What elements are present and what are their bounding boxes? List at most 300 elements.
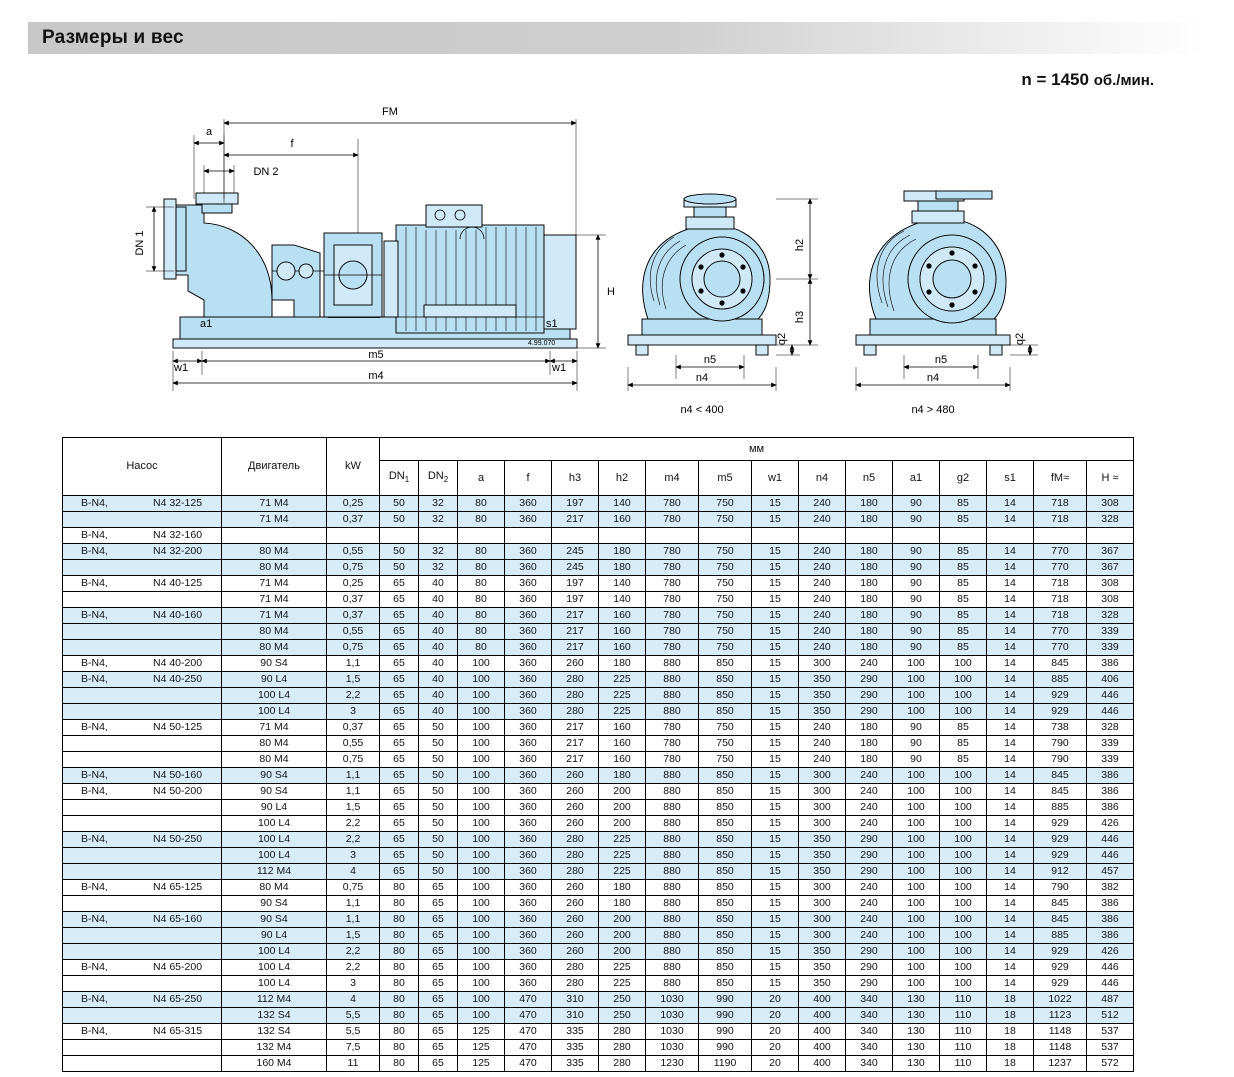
cell-h: 328	[1087, 720, 1134, 736]
cell-h3: 217	[552, 640, 599, 656]
cell-s1: 18	[987, 992, 1034, 1008]
table-row	[63, 752, 1134, 768]
cell-a: 100	[458, 976, 505, 992]
dim-m4: m4	[368, 370, 384, 382]
cell-dn1: 80	[380, 928, 419, 944]
cell-g2: 100	[940, 800, 987, 816]
cell-f: 470	[505, 1024, 552, 1040]
cell-n4: 300	[799, 768, 846, 784]
cell-f: 360	[505, 960, 552, 976]
cell-w1: 15	[752, 608, 799, 624]
cell-n4: 300	[799, 800, 846, 816]
cell-a: 125	[458, 1056, 505, 1072]
cell-motor: 100 L4	[222, 816, 327, 832]
cell-dn1: 80	[380, 960, 419, 976]
cell-s1: 18	[987, 1040, 1034, 1056]
dim-n4-mid: n4	[695, 372, 709, 384]
cell-f: 360	[505, 576, 552, 592]
cell-h2: 225	[599, 672, 646, 688]
cell-h2: 180	[599, 896, 646, 912]
cell-s1: 14	[987, 560, 1034, 576]
cell-a1: 90	[893, 624, 940, 640]
cell-motor: 132 M4	[222, 1040, 327, 1056]
cell-h2: 200	[599, 928, 646, 944]
cell-a: 100	[458, 736, 505, 752]
cell-pump: B-N4, N4 50-250	[63, 832, 222, 848]
cell-dn2: 50	[419, 816, 458, 832]
cell-motor: 100 L4	[222, 848, 327, 864]
cell-motor: 80 M4	[222, 544, 327, 560]
cell-motor: 71 M4	[222, 720, 327, 736]
col-header-s1: s1	[987, 461, 1034, 496]
cell-m4: 880	[646, 688, 699, 704]
cell-f: 360	[505, 592, 552, 608]
cell-s1: 14	[987, 656, 1034, 672]
cell-dn1: 65	[380, 816, 419, 832]
cell-m5: 750	[699, 608, 752, 624]
cell-g2: 100	[940, 960, 987, 976]
cell-h: 339	[1087, 624, 1134, 640]
cell-s1: 14	[987, 832, 1034, 848]
cell-a1: 90	[893, 560, 940, 576]
cell-motor: 100 L4	[222, 960, 327, 976]
cell-w1: 20	[752, 1056, 799, 1072]
cell-n5: 180	[846, 608, 893, 624]
cell-dn2: 50	[419, 720, 458, 736]
cell-a: 100	[458, 704, 505, 720]
cell-n5: 290	[846, 848, 893, 864]
cell-w1: 15	[752, 896, 799, 912]
col-header-m5: m5	[699, 461, 752, 496]
cell-fm: 929	[1034, 832, 1087, 848]
cell-m5: 750	[699, 640, 752, 656]
cell-m5: 990	[699, 992, 752, 1008]
cell-n4: 300	[799, 880, 846, 896]
cell-h2: 160	[599, 720, 646, 736]
table-row	[63, 992, 1134, 1008]
cell-g2: 100	[940, 928, 987, 944]
cell-w1: 15	[752, 928, 799, 944]
cell-h: 406	[1087, 672, 1134, 688]
cell-g2: 85	[940, 624, 987, 640]
cell-h2: 180	[599, 880, 646, 896]
cell-fm: 770	[1034, 560, 1087, 576]
cell-a: 100	[458, 816, 505, 832]
cell-h2: 200	[599, 784, 646, 800]
cell-pump	[63, 816, 222, 832]
cell-w1: 15	[752, 816, 799, 832]
cell-h: 308	[1087, 576, 1134, 592]
cell-s1: 14	[987, 960, 1034, 976]
cell-g2: 110	[940, 1008, 987, 1024]
cell-dn2: 40	[419, 672, 458, 688]
cell-h: 339	[1087, 752, 1134, 768]
cell-m4: 1030	[646, 1024, 699, 1040]
cell-fm: 770	[1034, 640, 1087, 656]
cell-m4: 880	[646, 800, 699, 816]
cell-pump: B-N4, N4 40-200	[63, 656, 222, 672]
cell-n5: 240	[846, 816, 893, 832]
cell-s1: 18	[987, 1008, 1034, 1024]
cell-h: 446	[1087, 960, 1134, 976]
cell-a: 100	[458, 752, 505, 768]
cell-motor: 90 S4	[222, 656, 327, 672]
cell-n5: 180	[846, 592, 893, 608]
cell-h2: 280	[599, 1040, 646, 1056]
cell-dn1: 50	[380, 544, 419, 560]
table-row	[63, 832, 1134, 848]
cell-fm: 738	[1034, 720, 1087, 736]
table-row	[63, 880, 1134, 896]
cell-f: 470	[505, 1056, 552, 1072]
cell-h2: 180	[599, 656, 646, 672]
cell-motor	[222, 528, 327, 544]
cell-h2: 180	[599, 768, 646, 784]
cell-fm: 929	[1034, 848, 1087, 864]
cell-fm: 1148	[1034, 1024, 1087, 1040]
table-row	[63, 496, 1134, 512]
cell-m4: 880	[646, 880, 699, 896]
cell-n4: 240	[799, 560, 846, 576]
cell-dn1: 65	[380, 576, 419, 592]
cell-a1: 90	[893, 576, 940, 592]
cell-a	[458, 528, 505, 544]
cell-pump: B-N4, N4 50-125	[63, 720, 222, 736]
col-header-f: f	[505, 461, 552, 496]
cell-m5: 850	[699, 832, 752, 848]
cell-h2: 225	[599, 688, 646, 704]
cell-kw: 1,1	[327, 656, 380, 672]
cell-f: 360	[505, 496, 552, 512]
cell-w1: 20	[752, 1008, 799, 1024]
cell-fm: 929	[1034, 976, 1087, 992]
cell-g2: 100	[940, 848, 987, 864]
speed-units: об./мин.	[1093, 72, 1154, 89]
cell-dn2: 32	[419, 496, 458, 512]
cell-motor: 100 L4	[222, 832, 327, 848]
cell-fm: 718	[1034, 608, 1087, 624]
cell-motor: 90 S4	[222, 896, 327, 912]
cell-dn2: 40	[419, 608, 458, 624]
cell-n4: 240	[799, 752, 846, 768]
cell-pump	[63, 688, 222, 704]
cell-kw: 0,75	[327, 640, 380, 656]
cell-w1: 15	[752, 624, 799, 640]
cell-dn2: 40	[419, 704, 458, 720]
cell-fm: 1237	[1034, 1056, 1087, 1072]
table-row	[63, 720, 1134, 736]
cell-n5: 290	[846, 960, 893, 976]
cell-n4: 400	[799, 1056, 846, 1072]
cell-pump: B-N4, N4 50-160	[63, 768, 222, 784]
cell-dn2: 50	[419, 768, 458, 784]
cell-h2: 200	[599, 800, 646, 816]
cell-pump: B-N4, N4 40-125	[63, 576, 222, 592]
cell-m4: 780	[646, 592, 699, 608]
cell-dn1: 65	[380, 704, 419, 720]
table-row	[63, 592, 1134, 608]
cell-motor: 100 L4	[222, 976, 327, 992]
cell-s1: 14	[987, 784, 1034, 800]
cell-g2: 100	[940, 688, 987, 704]
cell-w1	[752, 528, 799, 544]
cell-motor: 112 M4	[222, 864, 327, 880]
cell-a: 100	[458, 960, 505, 976]
cell-g2: 85	[940, 496, 987, 512]
dimensions-table-wrap	[62, 437, 1190, 1072]
cell-motor: 112 M4	[222, 992, 327, 1008]
cell-dn1: 80	[380, 1040, 419, 1056]
col-header-dn1: $DN_1$	[380, 461, 419, 496]
cell-f: 360	[505, 816, 552, 832]
cell-a: 80	[458, 592, 505, 608]
cell-f: 470	[505, 1040, 552, 1056]
cell-dn1: 80	[380, 1024, 419, 1040]
cell-h: 487	[1087, 992, 1134, 1008]
cell-fm: 912	[1034, 864, 1087, 880]
cell-h3: 260	[552, 912, 599, 928]
table-row	[63, 976, 1134, 992]
cell-g2: 85	[940, 752, 987, 768]
table-row	[63, 1040, 1134, 1056]
cell-n4: 350	[799, 688, 846, 704]
cell-dn1	[380, 528, 419, 544]
cell-m4: 1230	[646, 1056, 699, 1072]
cell-kw: 2,2	[327, 816, 380, 832]
cell-w1: 20	[752, 992, 799, 1008]
cell-kw: 0,75	[327, 880, 380, 896]
cell-f: 360	[505, 608, 552, 624]
cell-a1: 100	[893, 912, 940, 928]
cell-m5: 750	[699, 576, 752, 592]
cell-dn1: 65	[380, 656, 419, 672]
cell-g2: 100	[940, 896, 987, 912]
cell-pump: B-N4, N4 65-250	[63, 992, 222, 1008]
cell-n5: 240	[846, 768, 893, 784]
cell-a1: 90	[893, 720, 940, 736]
cell-h: 572	[1087, 1056, 1134, 1072]
cell-a1: 90	[893, 752, 940, 768]
cell-dn1: 65	[380, 784, 419, 800]
cell-m4: 880	[646, 912, 699, 928]
cell-n4: 240	[799, 576, 846, 592]
cell-h: 328	[1087, 512, 1134, 528]
cell-f: 360	[505, 800, 552, 816]
table-row	[63, 896, 1134, 912]
cell-n5: 180	[846, 576, 893, 592]
cell-n4: 240	[799, 544, 846, 560]
cell-dn1: 65	[380, 832, 419, 848]
cell-g2: 85	[940, 560, 987, 576]
cell-fm: 770	[1034, 544, 1087, 560]
dim-dn2: DN 2	[253, 166, 279, 178]
dim-w1-right: w1	[552, 362, 567, 374]
technical-drawing	[28, 95, 1206, 425]
cell-n4: 350	[799, 976, 846, 992]
cell-h3: 335	[552, 1040, 599, 1056]
cell-kw: 1,1	[327, 896, 380, 912]
cell-h: 446	[1087, 976, 1134, 992]
cell-n4: 350	[799, 944, 846, 960]
cell-n4: 350	[799, 848, 846, 864]
cell-m5	[699, 528, 752, 544]
cell-a: 100	[458, 944, 505, 960]
cell-dn2: 32	[419, 512, 458, 528]
dimensions-table	[62, 437, 1134, 1072]
cell-g2: 85	[940, 640, 987, 656]
dim-n5-right: n5	[934, 354, 948, 366]
cell-w1: 20	[752, 1024, 799, 1040]
cell-m4: 880	[646, 928, 699, 944]
col-header-pump: Насос	[63, 438, 222, 496]
cell-kw: 1,5	[327, 672, 380, 688]
cell-f: 360	[505, 544, 552, 560]
cell-n4: 300	[799, 928, 846, 944]
cell-m5: 850	[699, 960, 752, 976]
cell-w1: 15	[752, 848, 799, 864]
col-header-n4: n4	[799, 461, 846, 496]
cell-h2: 140	[599, 592, 646, 608]
cell-pump: B-N4, N4 32-160	[63, 528, 222, 544]
speed-label	[1021, 70, 1154, 90]
cell-motor: 71 M4	[222, 592, 327, 608]
cell-kw: 4	[327, 864, 380, 880]
cell-n4: 350	[799, 864, 846, 880]
cell-dn1: 50	[380, 560, 419, 576]
cell-a1: 90	[893, 640, 940, 656]
cell-n5: 290	[846, 832, 893, 848]
cell-a: 80	[458, 512, 505, 528]
cell-f: 360	[505, 688, 552, 704]
cell-motor: 160 M4	[222, 1056, 327, 1072]
cell-h: 386	[1087, 656, 1134, 672]
cell-h: 308	[1087, 496, 1134, 512]
cell-s1	[987, 528, 1034, 544]
cell-dn2: 40	[419, 576, 458, 592]
cell-motor: 71 M4	[222, 496, 327, 512]
cell-pump	[63, 640, 222, 656]
table-row	[63, 544, 1134, 560]
cell-kw: 7,5	[327, 1040, 380, 1056]
cell-h2	[599, 528, 646, 544]
cell-h2: 180	[599, 560, 646, 576]
cell-g2: 100	[940, 704, 987, 720]
cell-n4	[799, 528, 846, 544]
cell-n5: 240	[846, 800, 893, 816]
dim-h: H	[607, 286, 615, 298]
cell-a: 80	[458, 544, 505, 560]
cell-n4: 240	[799, 496, 846, 512]
cell-dn2: 65	[419, 992, 458, 1008]
cell-n5	[846, 528, 893, 544]
cell-s1: 14	[987, 720, 1034, 736]
dim-dn1: DN 1	[134, 230, 146, 256]
dim-h2: h2	[794, 238, 806, 252]
cell-n5: 340	[846, 1040, 893, 1056]
cell-h: 382	[1087, 880, 1134, 896]
cell-kw	[327, 528, 380, 544]
cell-a: 100	[458, 992, 505, 1008]
cell-n4: 240	[799, 512, 846, 528]
cell-h2: 160	[599, 624, 646, 640]
cell-a1: 100	[893, 672, 940, 688]
cell-dn2: 40	[419, 688, 458, 704]
cell-m4: 880	[646, 768, 699, 784]
col-header-h2: h2	[599, 461, 646, 496]
cell-n4: 350	[799, 672, 846, 688]
cell-a: 100	[458, 928, 505, 944]
cell-h3: 245	[552, 560, 599, 576]
cell-pump: B-N4, N4 65-315	[63, 1024, 222, 1040]
cell-w1: 15	[752, 912, 799, 928]
cell-f: 360	[505, 848, 552, 864]
cell-h2: 160	[599, 736, 646, 752]
table-head	[63, 438, 1134, 496]
cell-pump	[63, 800, 222, 816]
cell-kw: 0,75	[327, 752, 380, 768]
cell-s1: 14	[987, 592, 1034, 608]
cell-dn1: 65	[380, 624, 419, 640]
table-row	[63, 912, 1134, 928]
cell-fm: 929	[1034, 704, 1087, 720]
cell-m5: 850	[699, 944, 752, 960]
cell-kw: 0,25	[327, 496, 380, 512]
cell-a1: 100	[893, 816, 940, 832]
col-header-a: a	[458, 461, 505, 496]
cell-dn1: 80	[380, 896, 419, 912]
cell-a: 100	[458, 656, 505, 672]
table-row	[63, 624, 1134, 640]
cell-h: 328	[1087, 608, 1134, 624]
cell-n5: 240	[846, 656, 893, 672]
cell-a: 100	[458, 912, 505, 928]
cell-m4: 780	[646, 752, 699, 768]
cell-s1: 14	[987, 736, 1034, 752]
cell-dn2: 65	[419, 960, 458, 976]
cell-a1: 100	[893, 880, 940, 896]
cell-f: 360	[505, 656, 552, 672]
cell-g2: 100	[940, 656, 987, 672]
cell-s1: 14	[987, 496, 1034, 512]
cell-n4: 240	[799, 608, 846, 624]
cell-s1: 14	[987, 880, 1034, 896]
cell-w1: 15	[752, 656, 799, 672]
cell-fm: 845	[1034, 768, 1087, 784]
cell-s1: 18	[987, 1056, 1034, 1072]
cell-s1: 14	[987, 544, 1034, 560]
cell-h3: 280	[552, 688, 599, 704]
cell-w1: 15	[752, 944, 799, 960]
col-header-m4: m4	[646, 461, 699, 496]
cell-h2: 225	[599, 864, 646, 880]
cell-s1: 14	[987, 576, 1034, 592]
cell-m5: 850	[699, 768, 752, 784]
cell-dn2: 40	[419, 640, 458, 656]
cell-m5: 850	[699, 672, 752, 688]
cell-pump	[63, 736, 222, 752]
cell-m4: 780	[646, 608, 699, 624]
cell-f: 360	[505, 560, 552, 576]
cell-motor: 100 L4	[222, 704, 327, 720]
cell-w1: 15	[752, 800, 799, 816]
cell-n5: 290	[846, 672, 893, 688]
cell-dn1: 65	[380, 864, 419, 880]
cell-m5: 750	[699, 720, 752, 736]
cell-h2: 200	[599, 816, 646, 832]
cell-dn1: 65	[380, 688, 419, 704]
cell-m4: 880	[646, 944, 699, 960]
cell-m5: 750	[699, 512, 752, 528]
